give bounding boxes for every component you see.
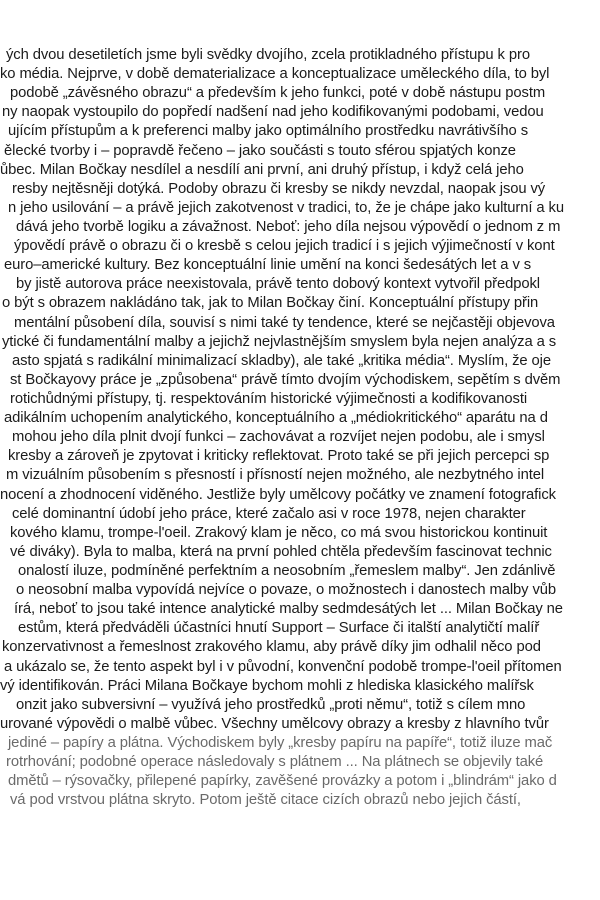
text-line: kresby a zároveň je zpytovat i kriticky reflektovat. Proto také se při jejich percepci sp (8, 448, 550, 465)
text-line: mohou jeho díla plnit dvojí funkci – zachovávat a rozvíjet nejen podobu, ale i smysl (12, 429, 545, 446)
text-line: ny naopak vystoupilo do popředí nadšení nad jeho kodifikovanými podobami, vedou (2, 104, 544, 121)
text-line: urované výpovědi o malbě vůbec. Všechny umělcovy obrazy a kresby z hlavního tvůr (0, 715, 549, 732)
text-line: konzervativnost a řemeslnost zrakového klamu, aby právě díky jim odhalil něco pod (2, 639, 541, 656)
text-line: st Bočkayovy práce je „způsobena“ právě tímto dvojím východiskem, sepětím s dvěm (10, 371, 561, 388)
text-line: ytické či fundamentální malby a jejichž nejvlastnějším smyslem byla nejen analýza a s (2, 333, 557, 350)
text-line: a ukázalo se, že tento aspekt byl i v původní, konvenční podobě trompe-l'oeil přítomen (4, 658, 562, 675)
text-line: mentální působení díla, souvisí s nimi také ty tendence, které se nejčastěji objevova (14, 314, 555, 331)
body-text (0, 46, 600, 810)
text-line: celé dominantní údobí jeho práce, které začalo asi v roce 1978, nejen charakter (12, 505, 526, 522)
text-line: ělecké tvorby i – popravdě řečeno – jako součásti s touto sférou spjatých konze (4, 142, 516, 159)
text-line: jediné – papíry a plátna. Východiskem byly „kresby papíru na papíře“, totiž iluze mač (8, 734, 553, 751)
text-line: ko média. Nejprve, v době dematerializace a konceptualizace uměleckého díla, to byl (0, 66, 550, 83)
text-line: resby nejtěsněji dotýká. Podoby obrazu či kresby se nikdy nevzdal, naopak jsou vý (12, 180, 546, 197)
text-line: dmětů – rýsovačky, přilepené papírky, zavěšené provázky a potom i „blindrám“ jako d (8, 773, 557, 790)
text-line: podobě „závěsného obrazu“ a především k jeho funkci, poté v době nástupu postm (10, 85, 546, 102)
text-line: onalostí iluze, podmíněné perfektním a neosobním „řemeslem malby“. Jen zdánlivě (18, 562, 556, 579)
text-line: írá, neboť to jsou také intence analytické malby sedmdesátých let ... Milan Bočkay ne (14, 601, 563, 618)
text-line: rotichůdnými přístupy, tj. respektováním historické výjimečnosti a kodifikovanosti (10, 390, 528, 407)
text-line: vá pod vrstvou plátna skryto. Potom ještě citace cizích obrazů nebo jejich částí, (10, 792, 521, 809)
text-line: vé diváky). Byla to malba, která na první pohled chtěla především fascinovat technic (10, 543, 552, 560)
text-line: by jistě autorova práce neexistovala, právě tento dobový kontext vytvořil předpokl (16, 276, 540, 293)
text-line: vý identifikován. Práci Milana Bočkaye bychom mohli z hlediska klasického malířsk (0, 677, 534, 694)
text-line: asto spjatá s radikální minimalizací skladby), ale také „kritika média“. Myslím, že oje (12, 352, 551, 369)
text-line: rotrhování; podobné operace následovaly s plátnem ... Na plátnech se objevily také (6, 754, 544, 771)
text-line: ujícím přístupům a k preferenci malby jako optimálního prostředku navrátivšího s (8, 123, 528, 140)
text-line: ých dvou desetiletích jsme byli svědky dvojího, zcela protikladného přístupu k pro (6, 47, 530, 63)
text-line: estům, která předváděli účastníci hnutí Support – Surface či italští analytičtí malíř (18, 620, 540, 637)
text-line: ůbec. Milan Bočkay nesdílel a nesdílí ani první, ani druhý přístup, i když celá jeho (0, 161, 524, 178)
text-line: n jeho usilování – a právě jejich zakotvenost v tradici, to, že je chápe jako kulturní a ku (8, 199, 564, 216)
text-line: dává jeho tvorbě logiku a závažnost. Neboť: jeho díla nejsou výpovědí o jednom z m (16, 218, 561, 235)
text-line: adikálním uchopením analytického, konceptuálního a „médiokritického“ aparátu na d (4, 410, 548, 427)
text-line: m vizuálním působením s přesností i přísností nejen možného, ale nezbytného intel (6, 467, 545, 484)
text-line: kového klamu, trompe-l'oeil. Zrakový klam je něco, co má svou historickou kontinuit (10, 524, 548, 541)
text-line: o být s obrazem nakládáno tak, jak to Milan Bočkay činí. Konceptuální přístupy přin (2, 295, 539, 312)
text-line: ýpovědí právě o obrazu či o kresbě s celou jejich tradicí i s jejich výjimečností v kont (14, 238, 555, 255)
text-line: euro–americké kultury. Bez konceptuální linie umění na konci šedesátých let a v s (4, 257, 532, 274)
text-line: onzit jako subversivní – využívá jeho prostředků „proti němu“, totiž s cílem mno (16, 696, 526, 713)
text-line: nocení a zhodnocení viděného. Jestliže byly umělcovy počátky ve znamení fotografick (0, 486, 556, 503)
text-line: o neosobní malba vypovídá nejvíce o povaze, o možnostech i danostech malby vůb (16, 582, 557, 599)
